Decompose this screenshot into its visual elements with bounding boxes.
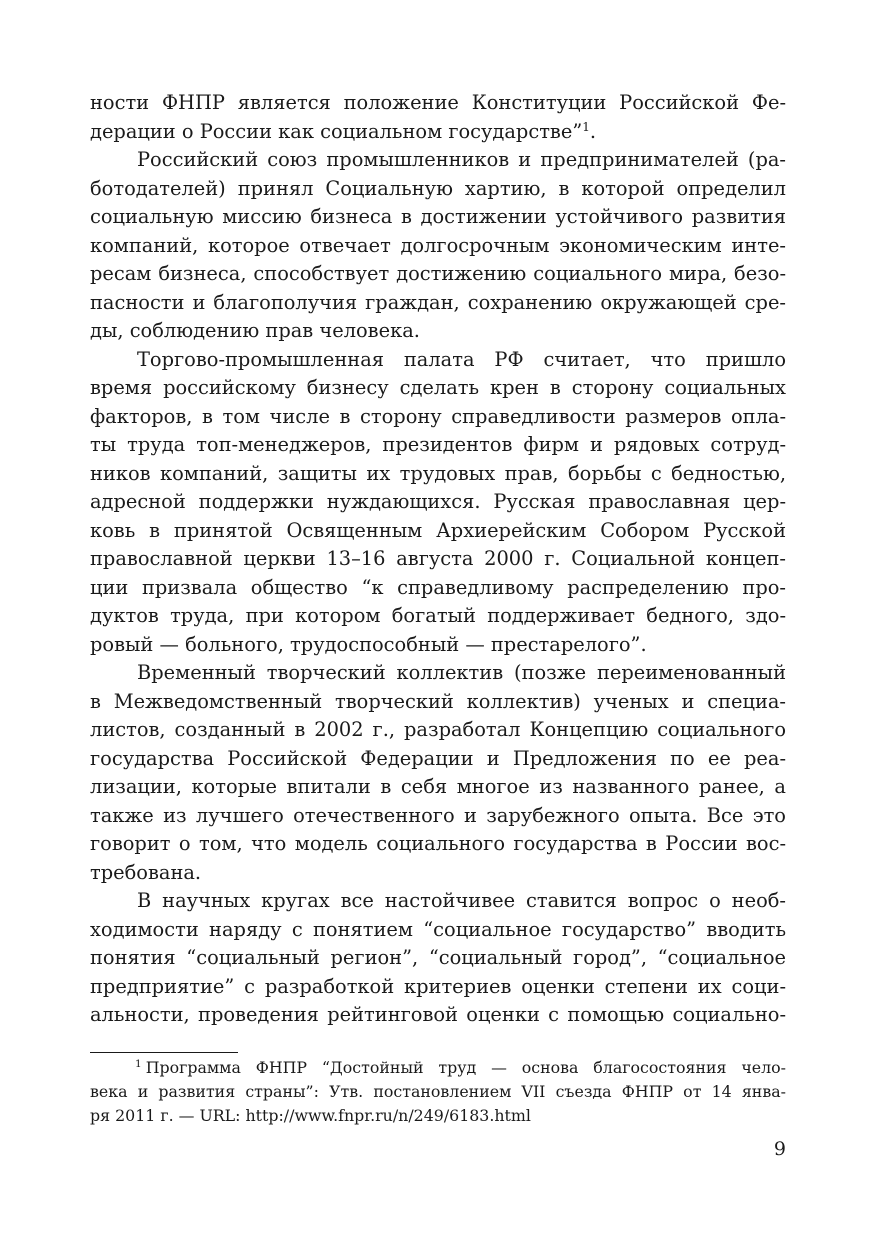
footnote xyxy=(90,1056,786,1128)
text-line: понятия “социальный регион”, “социальный город”, “социальное xyxy=(90,946,786,969)
text-line: альности, проведения рейтинговой оценки с помощью социально- xyxy=(90,1003,786,1026)
text-line: в Межведомственный творческий коллектив) ученых и специа- xyxy=(90,689,786,713)
footnote-line: века и развития страны”: Утв. постановлением VII съезда ФНПР от 14 янва- xyxy=(90,1082,786,1101)
text-line-content: дерации о России как социальном государстве” xyxy=(90,119,583,143)
text-line: ты труда топ-менеджеров, президентов фирм и рядовых сотруд- xyxy=(90,433,786,456)
text-line: Торгово-промышленная палата РФ считает, что пришло xyxy=(137,347,786,371)
text-line: требована. xyxy=(90,860,202,884)
text-line: ровый — больного, трудоспособный — престарелого”. xyxy=(90,632,647,656)
text-line: листов, созданный в 2002 г., разработал Концепцию социального xyxy=(90,718,786,741)
text-line: В научных кругах все настойчивее ставится вопрос о необ- xyxy=(137,889,786,912)
text-line: ходимости наряду с понятием “социальное государство” вводить xyxy=(90,917,786,941)
text-line: ности ФНПР является положение Конституции Российской Фе- xyxy=(90,91,786,114)
footnote-line xyxy=(90,1056,786,1080)
text-line: также из лучшего отечественного и зарубежного опыта. Все это xyxy=(90,803,786,827)
text-line: факторов, в том числе в сторону справедливости размеров опла- xyxy=(90,404,786,428)
text-line: государства Российской Федерации и Предложения по ее реа- xyxy=(90,746,786,770)
text-line: дуктов труда, при котором богатый поддерживает бедного, здо- xyxy=(90,604,786,627)
footnote-separator xyxy=(90,1052,238,1053)
text-line: лизации, которые впитали в себя многое из названного ранее, а xyxy=(90,775,786,798)
text-line: ковь в принятой Освященным Архиерейским Собором Русской xyxy=(90,518,786,542)
text-line: ции призвала общество “к справедливому распределению про- xyxy=(90,575,786,599)
text-line: Российский союз промышленников и предпринимателей (ра- xyxy=(137,148,786,171)
footnote-mark: 1 xyxy=(135,1058,142,1071)
text-line: предприятие” с разработкой критериев оценки степени их соци- xyxy=(90,974,786,998)
body-text xyxy=(90,89,786,1030)
text-line-tail: . xyxy=(589,119,597,143)
footnote-line: ря 2011 г. — URL: http://www.fnpr.ru/n/249/6183.html xyxy=(90,1106,531,1125)
text-line: время российскому бизнесу сделать крен в сторону социальных xyxy=(90,376,786,399)
page-number: 9 xyxy=(773,1138,786,1160)
text-line: компаний, которое отвечает долгосрочным экономическим инте- xyxy=(90,233,786,257)
text-line: адресной поддержки нуждающихся. Русская православная цер- xyxy=(90,490,786,513)
text-line: ды, соблюдению прав человека. xyxy=(90,319,420,342)
text-line: ресам бизнеса, способствует достижению социального мира, безо- xyxy=(90,262,786,285)
text-line xyxy=(90,118,786,147)
text-line: Временный творческий коллектив (позже переименованный xyxy=(137,661,786,684)
text-line: православной церкви 13–16 августа 2000 г. Социальной концеп- xyxy=(90,547,786,570)
text-line: ников компаний, защиты их трудовых прав, борьбы с бедностью, xyxy=(90,461,786,485)
text-line: социальную миссию бизнеса в достижении устойчивого развития xyxy=(90,205,786,228)
footnote-reference[interactable]: 1 xyxy=(582,119,590,134)
footnote-text: Программа ФНПР “Достойный труд — основа благосостояния чело- xyxy=(145,1058,786,1077)
text-line: ботодателей) принял Социальную хартию, в которой определил xyxy=(90,176,786,200)
text-line: пасности и благополучия граждан, сохранению окружающей сре- xyxy=(90,290,786,314)
text-line: говорит о том, что модель социального государства в России вос- xyxy=(90,832,786,855)
